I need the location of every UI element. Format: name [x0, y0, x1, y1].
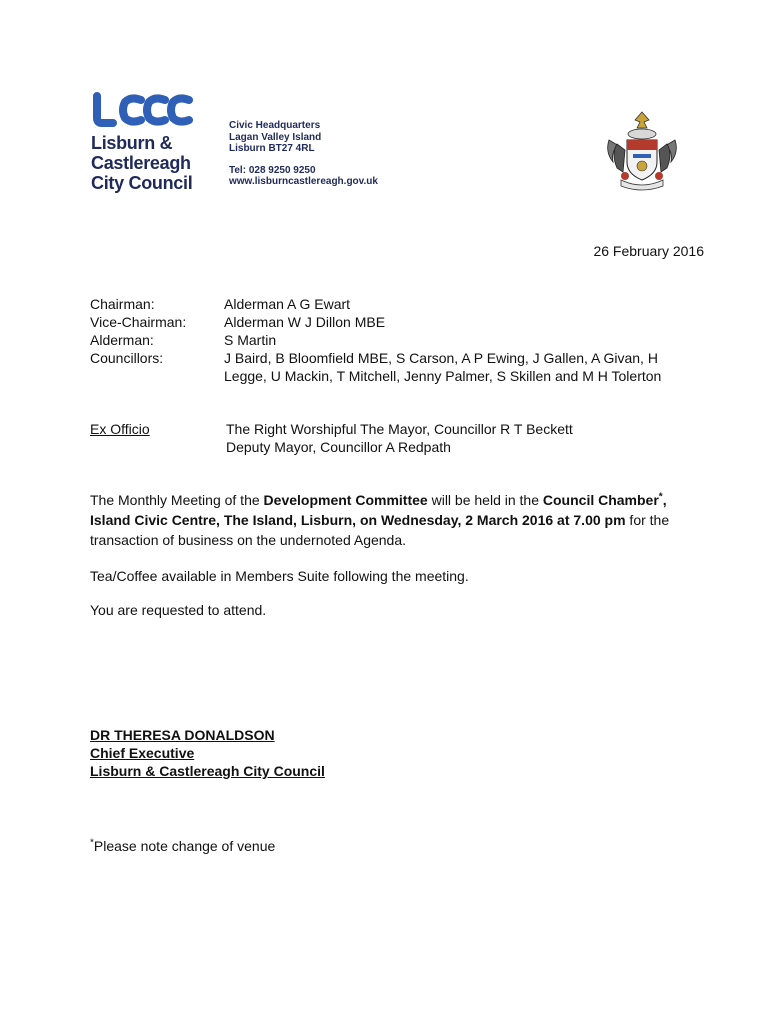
- venue-name: Council Chamber: [542, 492, 659, 508]
- ex-officio-mayor: The Right Worshipful The Mayor, Councillor R T Beckett: [226, 421, 573, 437]
- ex-officio-deputy: Deputy Mayor, Councillor A Redpath: [226, 439, 451, 455]
- member-row: [90, 331, 684, 349]
- member-names: Alderman A G Ewart: [224, 296, 351, 312]
- committee-members: [90, 295, 684, 385]
- meeting-text: The Monthly Meeting of the: [90, 492, 264, 508]
- signatory-organisation: Lisburn & Castlereagh City Council: [90, 763, 325, 779]
- venue-date-time: , Island Civic Centre, The Island, Lisburn, on Wednesday, 2 March 2016 at 7.00 pm: [90, 492, 667, 528]
- member-names: S Martin: [224, 332, 277, 348]
- logo-name-line: Lisburn &: [91, 133, 173, 153]
- venue-change-note: [90, 838, 275, 854]
- address-line: Lisburn BT27 4RL: [229, 143, 315, 154]
- council-logo-name: [91, 133, 192, 193]
- signatory-title: Chief Executive: [90, 745, 195, 761]
- member-row: [90, 295, 684, 313]
- member-role: Chairman:: [90, 296, 155, 312]
- ex-officio-section: [90, 420, 573, 456]
- address-line: Lagan Valley Island: [229, 131, 322, 143]
- tea-coffee-note: Tea/Coffee available in Members Suite following the meeting.: [90, 568, 469, 584]
- meeting-notice: [90, 490, 710, 550]
- member-names: J Baird, B Bloomfield MBE, S Carson, A P Ewing, J Gallen, A Givan, H Legge, U Mackin, T Mitchell, Jenny Palmer, S Skillen and M H Tolerton: [224, 350, 662, 384]
- member-names: Alderman W J Dillon MBE: [224, 314, 386, 330]
- member-row: [90, 349, 684, 385]
- member-role: Councillors:: [90, 350, 164, 366]
- council-address: [229, 120, 378, 188]
- signature-block: [90, 726, 325, 780]
- ex-officio-label: Ex Officio: [90, 421, 150, 437]
- letter-date: 26 February 2016: [593, 243, 704, 259]
- address-web: www.lisburncastlereagh.gov.uk: [229, 176, 378, 187]
- council-logo-mark: [91, 92, 195, 128]
- member-role: Alderman:: [90, 332, 154, 348]
- venue-asterisk: *: [658, 491, 663, 503]
- member-role: Vice-Chairman:: [90, 314, 187, 330]
- attendance-request: You are requested to attend.: [90, 602, 267, 618]
- address-tel: Tel: 028 9250 9250: [229, 164, 316, 176]
- note-asterisk: *: [90, 837, 94, 849]
- signatory-name: DR THERESA DONALDSON: [90, 727, 275, 743]
- meeting-text: will be held in the: [427, 492, 543, 508]
- address-line: Civic Headquarters: [229, 120, 321, 131]
- meeting-text: for the transaction of business on the undernoted Agenda.: [90, 512, 670, 548]
- note-text: Please note change of venue: [93, 838, 276, 854]
- member-row: [90, 313, 684, 331]
- logo-name-line: Castlereagh: [91, 153, 191, 173]
- logo-name-line: City Council: [91, 173, 193, 193]
- coat-of-arms-icon: [603, 110, 681, 194]
- committee-name: Development Committee: [263, 492, 428, 508]
